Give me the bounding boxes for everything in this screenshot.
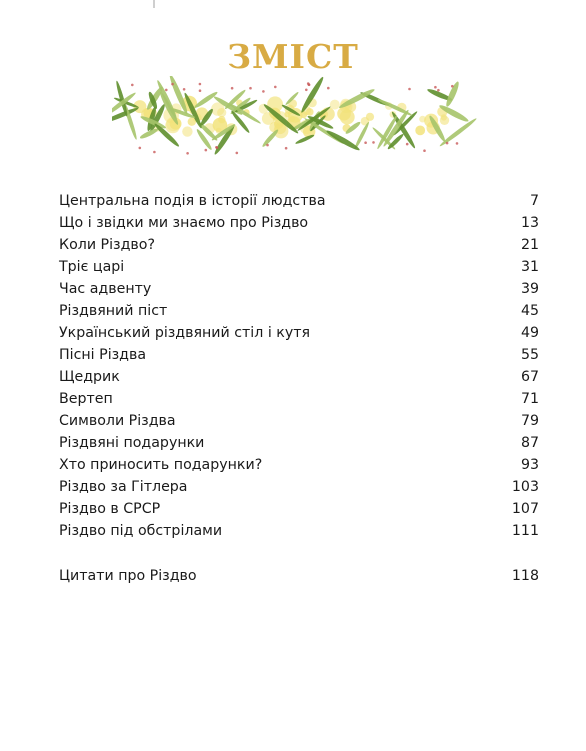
toc-entry[interactable] [59,322,539,344]
toc-entry[interactable] [59,366,539,388]
blossom-dot [366,113,374,121]
bud-dot [456,142,459,145]
bud-dot [183,88,186,91]
toc-entry-title: Цитати про Різдво [59,568,197,584]
bud-dot [446,142,449,145]
bud-dot [153,151,156,154]
bud-dot [406,143,409,146]
toc-entry[interactable] [59,476,539,498]
toc-entry-page: 103 [511,479,539,495]
toc-entry[interactable] [59,498,539,520]
toc-entry-page: 55 [520,347,539,363]
toc-entry[interactable] [59,410,539,432]
toc-entry-page: 7 [529,193,539,209]
toc-entry[interactable] [59,190,539,212]
toc-entry-page: 21 [520,237,539,253]
toc-entry-title: Вертеп [59,391,113,407]
bud-dot [266,144,269,147]
toc-entry-page: 107 [511,501,539,517]
blossom-dot [330,100,340,110]
bud-dot [236,152,239,155]
bud-dot [451,85,454,88]
toc-entry-title: Центральна подія в історії людства [59,193,326,209]
toc-entry-title: Різдво під обстрілами [59,523,223,539]
toc-entry[interactable] [59,432,539,454]
toc-entry[interactable] [59,212,539,234]
toc-entry[interactable] [59,344,539,366]
bud-dot [262,90,265,93]
toc-entry-title: Хто приносить подарунки? [59,457,263,473]
table-of-contents [59,190,539,542]
bud-dot [216,146,219,149]
toc-entry-page: 39 [520,281,539,297]
blossom-dot [217,108,226,117]
toc-entry-quotes[interactable] [59,565,539,587]
bud-dot [372,141,375,144]
toc-entry-page: 71 [520,391,539,407]
bud-dot [165,89,168,92]
toc-entry-title: Щедрик [59,369,120,385]
bud-dot [408,88,411,91]
toc-entry-page: 45 [520,303,539,319]
toc-entry[interactable] [59,454,539,476]
toc-entry-page: 31 [520,259,539,275]
bud-dot [327,87,330,90]
bud-dot [131,84,134,87]
toc-entry-page: 111 [511,523,539,539]
bud-dot [249,87,252,90]
toc-entry[interactable] [59,520,539,542]
toc-entry-title: Час адвенту [59,281,152,297]
toc-entry[interactable] [59,234,539,256]
bud-dot [186,152,189,155]
toc-entry-title: Пісні Різдва [59,347,147,363]
blossom-dot [218,116,225,123]
bud-dot [285,147,288,150]
toc-entry-title: Тріє царі [59,259,125,275]
toc-entry-title: Різдво в СРСР [59,501,161,517]
bud-dot [199,89,202,92]
toc-entry[interactable] [59,388,539,410]
leaf-shape [325,128,361,152]
toc-entry-title: Символи Різдва [59,413,176,429]
toc-entry-title: Що і звідки ми знаємо про Різдво [59,215,309,231]
leaf-shape [444,80,461,107]
toc-entry-title: Різдво за Гітлера [59,479,188,495]
blossom-dot [182,126,192,136]
bud-dot [364,141,367,144]
toc-entry-page: 93 [520,457,539,473]
toc-entry-page: 13 [520,215,539,231]
bud-dot [437,89,440,92]
bud-dot [139,147,142,150]
toc-entry-page: 79 [520,413,539,429]
blossom-dot [415,126,425,136]
bud-dot [434,86,437,89]
toc-entry-title: Різдвяні подарунки [59,435,205,451]
toc-entry-page: 118 [511,568,539,584]
toc-entry[interactable] [59,300,539,322]
toc-entry[interactable] [59,256,539,278]
toc-entry-page: 87 [520,435,539,451]
bud-dot [199,83,202,86]
bud-dot [423,149,426,152]
bud-dot [274,86,277,89]
bud-dot [231,87,234,90]
toc-entry-page: 67 [520,369,539,385]
bud-dot [171,83,174,86]
toc-entry-page: 49 [520,325,539,341]
page-edge-mark [153,0,155,8]
blossom-dot [440,116,449,125]
toc-quotes-section [59,565,539,587]
toc-entry-title: Український різдвяний стіл і кутя [59,325,311,341]
leaf-shape [299,76,325,114]
bud-dot [205,149,208,152]
toc-entry[interactable] [59,278,539,300]
page-title: ЗМІСТ [227,37,359,76]
toc-entry-title: Різдвяний піст [59,303,168,319]
bud-dot [305,89,308,92]
leaf-shape [261,128,280,148]
garland-ornament [112,76,477,160]
toc-entry-title: Коли Різдво? [59,237,155,253]
bud-dot [307,82,310,85]
